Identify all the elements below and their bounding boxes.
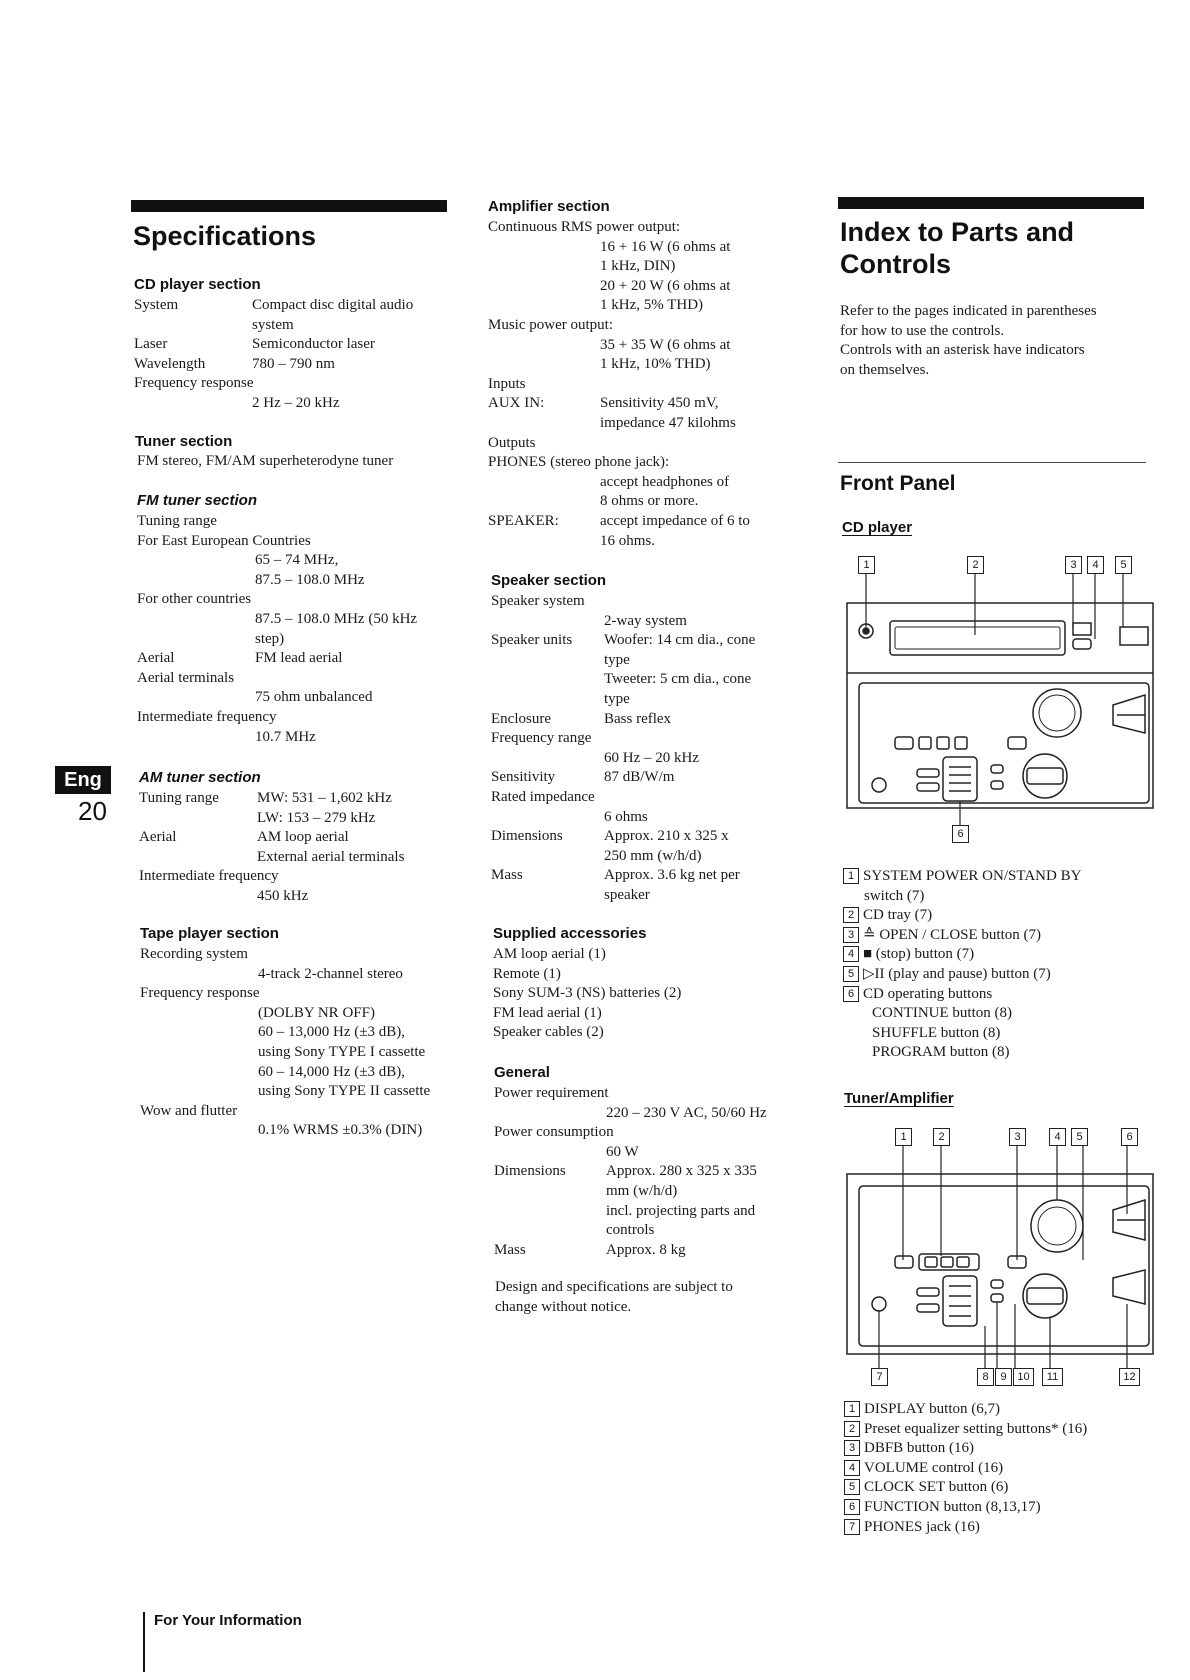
item-text: SHUFFLE button (8) (872, 1024, 1001, 1041)
spec-value: accept impedance of 6 to (600, 513, 750, 529)
spec-value: system (252, 316, 294, 333)
section-heading: FM tuner section (137, 492, 258, 509)
cd-marker-3: 3 (1065, 556, 1082, 574)
tuner-amp-list-item (844, 1400, 1000, 1419)
ta-marker-2: 2 (933, 1128, 950, 1146)
spec-value: incl. projecting parts and (606, 1202, 756, 1219)
tuner-amp-list-item (844, 1518, 980, 1537)
cd-list-item (843, 945, 974, 964)
notice-line: Design and specifications are subject to (495, 1279, 733, 1295)
spec-value: 60 – 13,000 Hz (±3 dB), (258, 1024, 405, 1041)
spec-value: LW: 153 – 279 kHz (257, 809, 376, 826)
tuner-amp-list-item (844, 1420, 1087, 1439)
spec-value: Tweeter: 5 cm dia., cone (604, 671, 752, 688)
section-heading: Amplifier section (488, 198, 610, 215)
spec-value: 60 Hz – 20 kHz (604, 749, 699, 766)
spec-label: Power consumption (494, 1124, 614, 1141)
item-text: switch (7) (864, 887, 925, 904)
spec-value: Approx. 3.6 kg net per (604, 867, 740, 884)
cd-marker-4: 4 (1087, 556, 1104, 574)
ta-marker-11: 11 (1042, 1368, 1063, 1386)
item-text: PHONES jack (16) (864, 1518, 980, 1535)
ta-marker-3: 3 (1009, 1128, 1026, 1146)
spec-value: 20 + 20 W (6 ohms at (600, 277, 731, 294)
accessory-item: Remote (1) (493, 965, 561, 982)
spec-value: controls (606, 1222, 655, 1239)
spec-label: Speaker system (491, 593, 585, 609)
language-tab: Eng (55, 766, 111, 794)
item-text: VOLUME control (16) (864, 1459, 1004, 1476)
specs-title: Specifications (133, 221, 317, 251)
spec-label: For other countries (137, 591, 252, 608)
section-heading: AM tuner section (139, 769, 261, 786)
spec-label: For East European Countries (137, 532, 311, 549)
spec-value: 0.1% WRMS ±0.3% (DIN) (258, 1122, 423, 1139)
spec-label: Tuning range (137, 513, 217, 529)
spec-label: Outputs (488, 434, 536, 451)
spec-label: Aerial (137, 650, 175, 667)
spec-label: System (134, 297, 179, 313)
spec-value: Woofer: 14 cm dia., cone (604, 632, 756, 649)
section-heading: Speaker section (491, 572, 607, 589)
spec-label: Power requirement (494, 1085, 609, 1101)
spec-value: type (604, 691, 630, 707)
item-text: PROGRAM button (8) (872, 1044, 1010, 1061)
item-number-box: 4 (843, 946, 859, 962)
spec-label: Continuous RMS power output: (488, 219, 681, 235)
section-heading: Tuner section (135, 433, 233, 450)
section-heading: General (494, 1064, 550, 1081)
index-title-bar (838, 197, 1144, 209)
index-title-line-2: Controls (840, 249, 951, 279)
page-number: 20 (78, 796, 107, 826)
item-number-box: 5 (843, 966, 859, 982)
ta-marker-4: 4 (1049, 1128, 1066, 1146)
cd-marker-6: 6 (952, 825, 969, 843)
item-text: ■ (stop) button (7) (863, 946, 975, 963)
ta-marker-12: 12 (1119, 1368, 1140, 1386)
spec-value: 1 kHz, DIN) (600, 258, 676, 275)
spec-value: Bass reflex (604, 710, 672, 727)
spec-label: Tuning range (139, 790, 219, 806)
tuner-amp-heading: Tuner/Amplifier (844, 1090, 954, 1107)
spec-value: 6 ohms (604, 808, 648, 825)
spec-value: 60 W (606, 1143, 639, 1160)
intro-line: Controls with an asterisk have indicators (840, 342, 1085, 359)
item-number-box: 6 (844, 1499, 860, 1515)
cd-marker-1: 1 (858, 556, 875, 574)
item-number-box: 1 (844, 1401, 860, 1417)
spec-label: Speaker units (491, 632, 573, 649)
spec-value: 87 dB/W/m (604, 769, 675, 786)
spec-label: Intermediate frequency (139, 868, 279, 885)
spec-value: Compact disc digital audio (252, 297, 414, 313)
spec-value: 8 ohms or more. (600, 493, 699, 510)
spec-label: Sensitivity (491, 769, 556, 786)
spec-value: 87.5 – 108.0 MHz (50 kHz (255, 611, 418, 627)
spec-value: 1 kHz, 10% THD) (600, 356, 711, 373)
front-panel-heading: Front Panel (840, 472, 956, 495)
intro-line: on themselves. (840, 361, 930, 378)
accessory-item: AM loop aerial (1) (493, 946, 606, 962)
spec-label: Aerial terminals (137, 669, 235, 686)
spec-label: Dimensions (491, 828, 563, 845)
cd-list-item (872, 1024, 1000, 1043)
item-number-box: 4 (844, 1460, 860, 1476)
tuner-amp-list-item (844, 1439, 974, 1458)
accessory-item: Sony SUM-3 (NS) batteries (2) (493, 985, 682, 1002)
spec-value: 1 kHz, 5% THD) (600, 297, 704, 314)
item-text: DISPLAY button (6,7) (864, 1401, 1000, 1417)
cd-player-diagram (845, 555, 1155, 845)
spec-label: Wow and flutter (140, 1102, 238, 1119)
spec-label: Recording system (140, 946, 248, 962)
cd-player-heading: CD player (842, 519, 913, 536)
spec-label: Enclosure (491, 710, 551, 727)
spec-value: 220 – 230 V AC, 50/60 Hz (606, 1104, 767, 1121)
item-text: CONTINUE button (8) (872, 1005, 1012, 1022)
spec-value: 780 – 790 nm (252, 355, 335, 372)
item-number-box: 3 (843, 927, 859, 943)
spec-value: Approx. 210 x 325 x (604, 828, 729, 845)
item-text: CD tray (7) (863, 907, 933, 924)
ta-marker-9: 9 (995, 1368, 1012, 1386)
spec-label: Dimensions (494, 1163, 566, 1180)
spec-value: 65 – 74 MHz, (255, 552, 339, 569)
cd-list-item (872, 1043, 1010, 1062)
tuner-amp-list-item (844, 1498, 1041, 1517)
item-text: CD operating buttons (863, 985, 993, 1002)
spec-value: 2 Hz – 20 kHz (252, 395, 340, 411)
section-heading: CD player section (134, 276, 261, 293)
ta-marker-1: 1 (895, 1128, 912, 1146)
spec-value: type (604, 651, 630, 668)
spec-value: 35 + 35 W (6 ohms at (600, 336, 731, 353)
spec-value: speaker (604, 887, 650, 903)
item-text: SYSTEM POWER ON/STAND BY (863, 868, 1082, 884)
spec-value: Sensitivity 450 mV, (600, 395, 719, 412)
cd-list-item (843, 906, 932, 925)
spec-value: 60 – 14,000 Hz (±3 dB), (258, 1063, 405, 1080)
item-number-box: 2 (843, 907, 859, 923)
spec-value: using Sony TYPE II cassette (258, 1083, 431, 1100)
section-heading: Supplied accessories (493, 925, 647, 942)
spec-label: PHONES (stereo phone jack): (488, 454, 670, 471)
cd-list-item (843, 985, 992, 1004)
spec-value: mm (w/h/d) (606, 1183, 678, 1199)
spec-value: FM lead aerial (255, 650, 343, 667)
spec-value: MW: 531 – 1,602 kHz (257, 790, 392, 806)
spec-value: External aerial terminals (257, 848, 405, 865)
spec-label: Frequency range (491, 730, 592, 747)
spec-label: Frequency response (140, 985, 260, 1002)
accessory-item: FM lead aerial (1) (493, 1004, 602, 1021)
spec-label: Mass (494, 1241, 526, 1258)
item-number-box: 3 (844, 1440, 860, 1456)
ta-marker-10: 10 (1013, 1368, 1034, 1386)
footer-label: For Your Information (154, 1612, 302, 1629)
spec-value: 87.5 – 108.0 MHz (255, 571, 365, 588)
item-text: ≙ OPEN / CLOSE button (7) (863, 926, 1041, 943)
item-number-box: 2 (844, 1421, 860, 1437)
spec-value: 75 ohm unbalanced (255, 689, 373, 706)
spec-value: Semiconductor laser (252, 336, 375, 353)
spec-label: Laser (134, 336, 168, 353)
spec-value: 250 mm (w/h/d) (604, 847, 702, 864)
spec-label: Wavelength (134, 355, 206, 372)
cd-list-item (843, 867, 1081, 886)
ta-marker-6: 6 (1121, 1128, 1138, 1146)
item-number-box: 5 (844, 1479, 860, 1495)
index-title-line-1: Index to Parts and (840, 217, 1075, 247)
front-panel-rule (838, 462, 1146, 463)
item-number-box: 7 (844, 1519, 860, 1535)
tuner-amp-list-item (844, 1478, 1008, 1497)
spec-label: Inputs (488, 375, 526, 392)
spec-value: step) (255, 630, 285, 647)
ta-marker-5: 5 (1071, 1128, 1088, 1146)
spec-label: Mass (491, 867, 523, 884)
cd-marker-5: 5 (1115, 556, 1132, 574)
spec-label: Aerial (139, 829, 177, 846)
item-text: FUNCTION button (8,13,17) (864, 1499, 1041, 1515)
section-heading: Tape player section (140, 925, 279, 942)
spec-label: AUX IN: (488, 395, 545, 412)
spec-label: Frequency response (134, 375, 254, 392)
specs-title-bar (131, 200, 447, 212)
spec-value: (DOLBY NR OFF) (258, 1004, 375, 1021)
cd-list-item (864, 887, 924, 906)
footer-rule (143, 1612, 145, 1672)
spec-value: Approx. 280 x 325 x 335 (606, 1163, 757, 1180)
intro-line: for how to use the controls. (840, 322, 1005, 339)
spec-value: 16 ohms. (600, 532, 656, 549)
ta-marker-8: 8 (977, 1368, 994, 1386)
spec-value: 2-way system (604, 612, 687, 629)
spec-value: FM stereo, FM/AM superheterodyne tuner (137, 453, 394, 469)
spec-label: Music power output: (488, 317, 613, 333)
spec-value: 10.7 MHz (255, 728, 316, 745)
item-text: DBFB button (16) (864, 1440, 975, 1457)
item-number-box: 6 (843, 986, 859, 1002)
spec-value: 16 + 16 W (6 ohms at (600, 238, 731, 255)
cd-list-item (843, 965, 1051, 984)
spec-value: using Sony TYPE I cassette (258, 1044, 426, 1060)
accessory-item: Speaker cables (2) (493, 1024, 604, 1041)
spec-label: Intermediate frequency (137, 709, 277, 725)
spec-value: impedance 47 kilohms (600, 415, 736, 431)
cd-marker-2: 2 (967, 556, 984, 574)
cd-list-item (843, 926, 1041, 945)
item-text: Preset equalizer setting buttons* (16) (864, 1420, 1088, 1437)
notice-line: change without notice. (495, 1298, 632, 1315)
spec-value: Approx. 8 kg (606, 1241, 686, 1258)
tuner-amp-diagram (845, 1128, 1155, 1390)
tuner-amp-list-item (844, 1459, 1003, 1478)
spec-label: Rated impedance (491, 789, 595, 805)
ta-marker-7: 7 (871, 1368, 888, 1386)
item-text: CLOCK SET button (6) (864, 1479, 1009, 1496)
cd-list-item (872, 1004, 1012, 1023)
spec-value: AM loop aerial (257, 829, 349, 846)
item-text: ▷II (play and pause) button (7) (863, 966, 1051, 982)
spec-value: 4-track 2-channel stereo (258, 965, 403, 982)
item-number-box: 1 (843, 868, 859, 884)
spec-value: 450 kHz (257, 888, 309, 904)
intro-line: Refer to the pages indicated in parentheses (840, 303, 1097, 319)
spec-label: SPEAKER: (488, 513, 559, 529)
spec-value: accept headphones of (600, 473, 730, 490)
